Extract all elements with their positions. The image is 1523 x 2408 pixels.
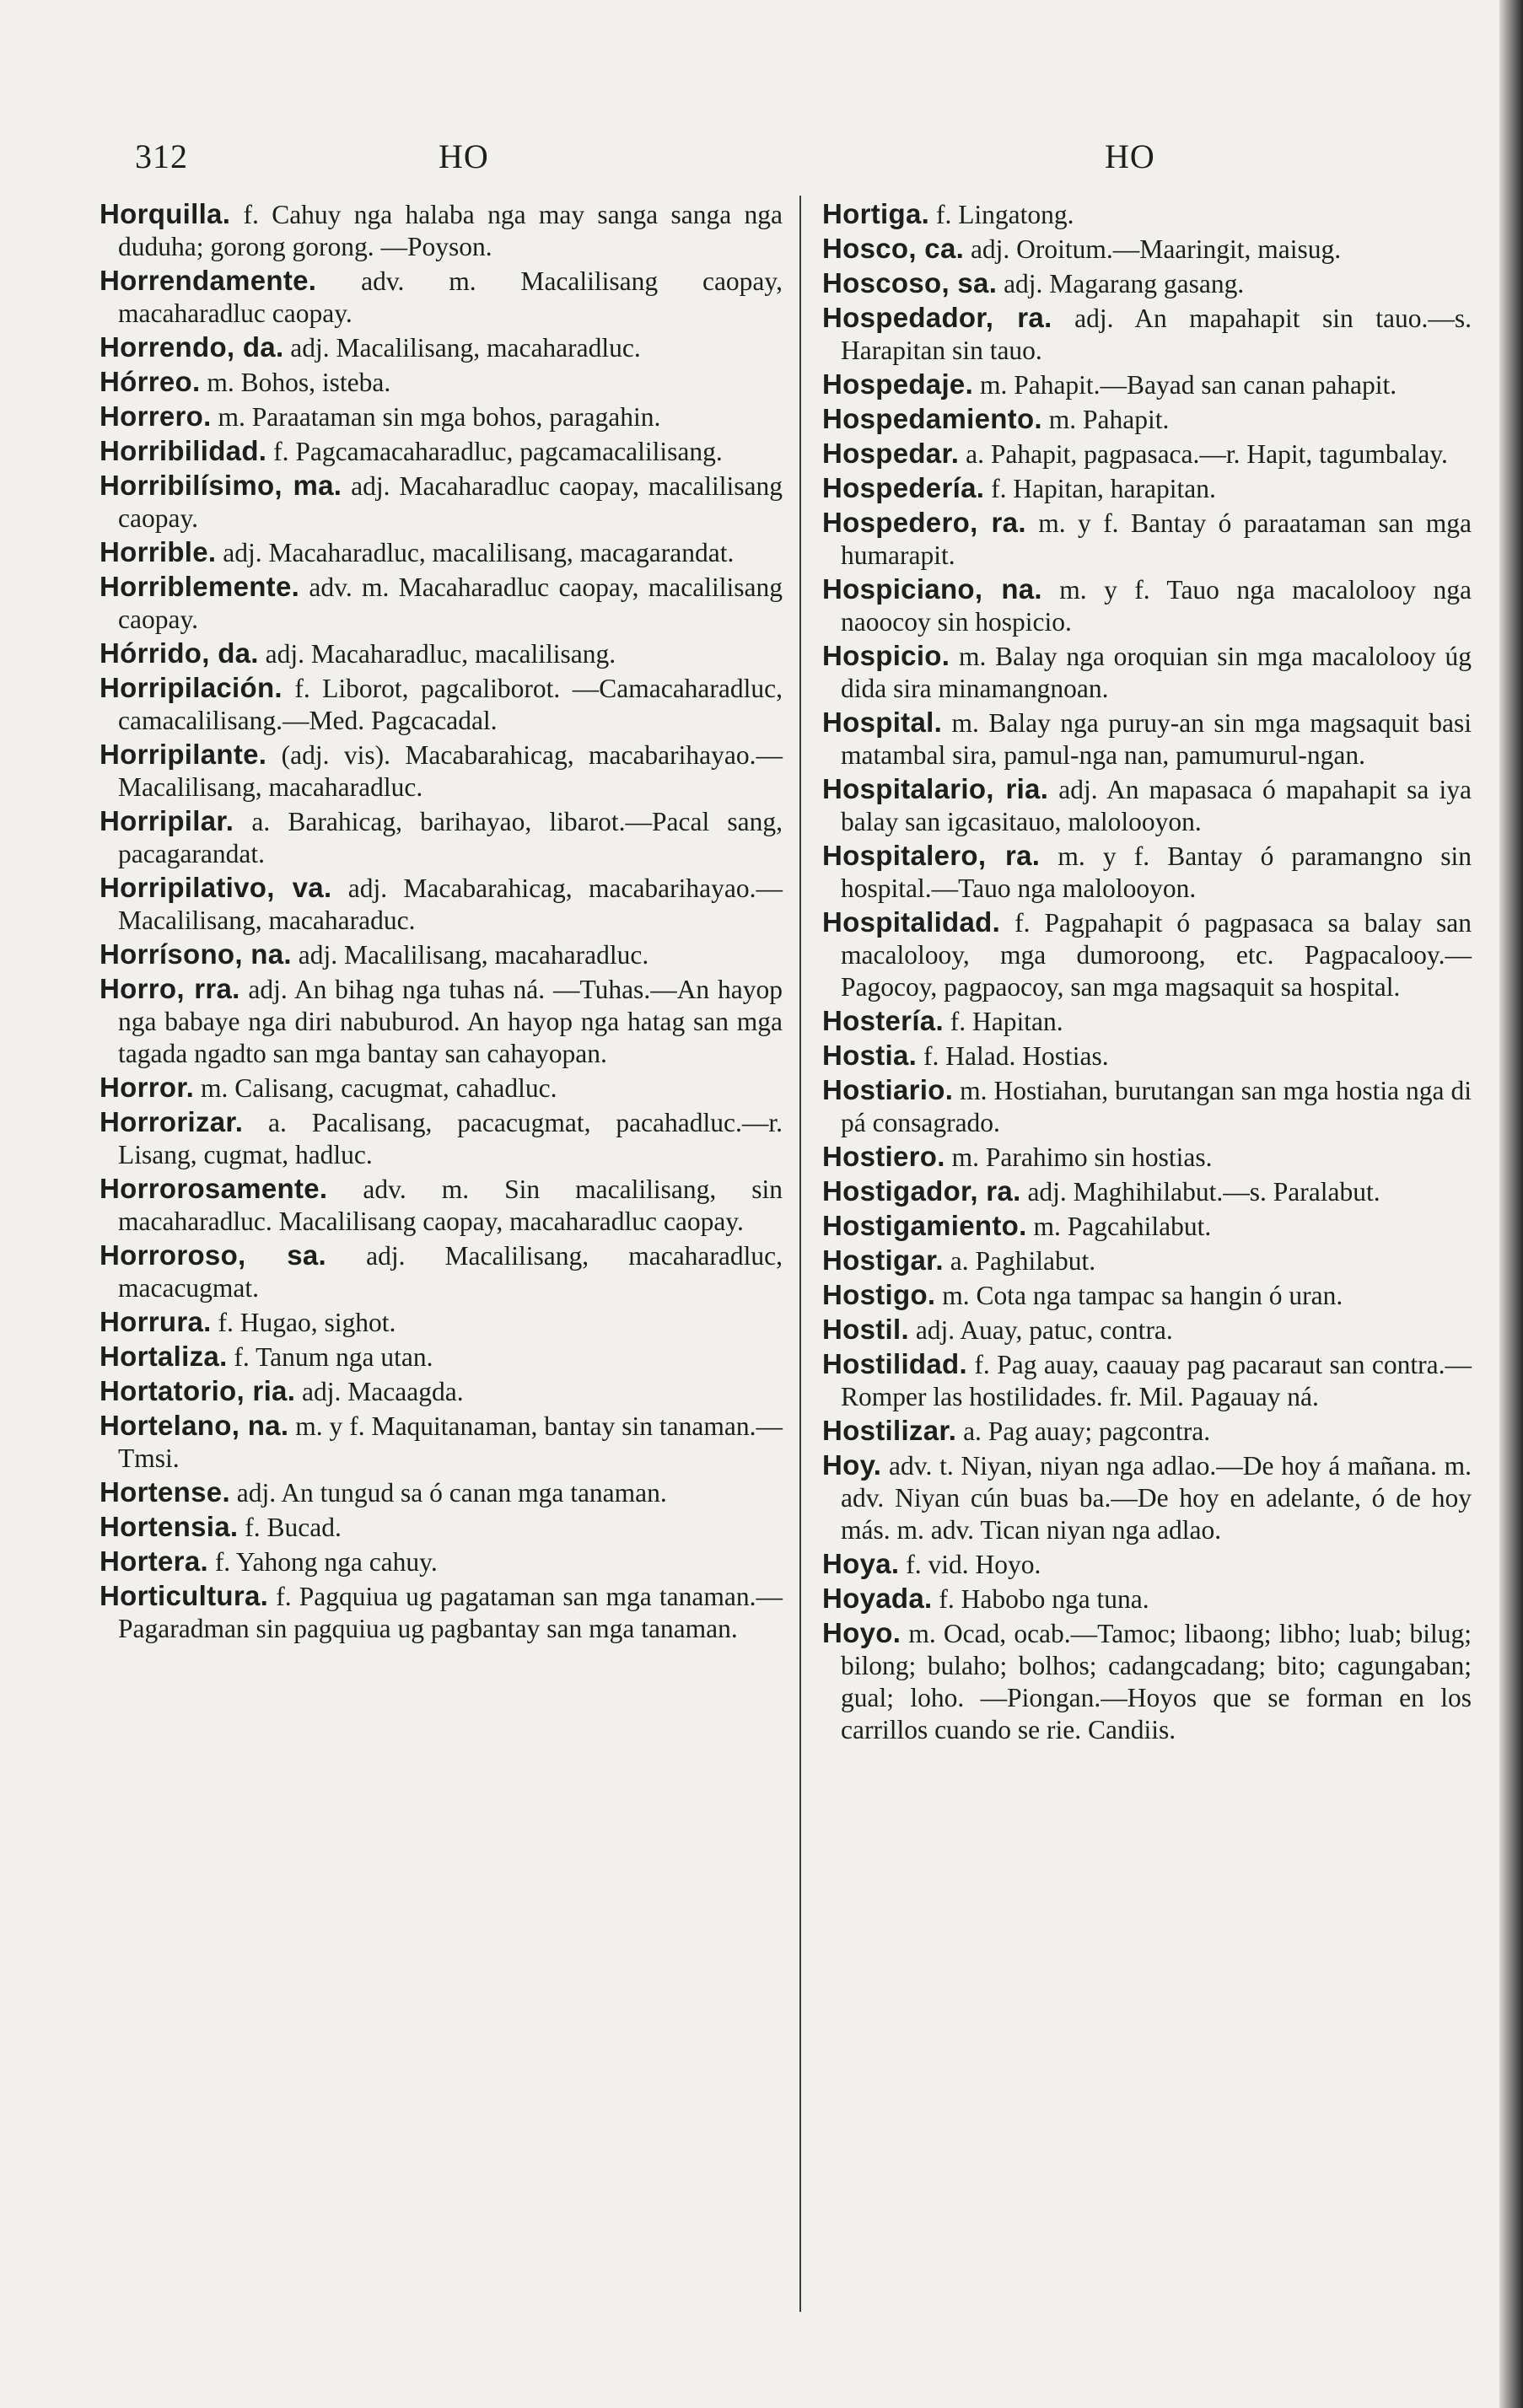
entry-definition: a. Pacalisang, pacacugmat, pacahadluc.—r. Lisang, cugmat, hadluc. <box>118 1108 783 1169</box>
right-running-head: HO <box>1105 137 1155 175</box>
dictionary-entry <box>822 438 1472 470</box>
entry-definition: f. Hugao, sighot. <box>211 1308 396 1337</box>
dictionary-entry <box>100 1239 783 1304</box>
dictionary-entry <box>822 1074 1472 1139</box>
entry-headword: Hospedería. <box>822 472 985 503</box>
dictionary-entry <box>822 573 1472 638</box>
dictionary-entry <box>822 507 1472 572</box>
entry-headword: Hospiciano, na. <box>822 573 1042 605</box>
entry-headword: Hospitalario, ria. <box>822 773 1049 804</box>
entry-headword: Hostil. <box>822 1314 909 1345</box>
entry-headword: Horripilativo, va. <box>100 872 332 903</box>
dictionary-entry <box>822 1279 1472 1312</box>
dictionary-entry <box>100 366 783 399</box>
dictionary-entry <box>100 1341 783 1373</box>
entry-headword: Hospicio. <box>822 640 950 671</box>
entry-definition: f. Tanum nga utan. <box>227 1342 433 1372</box>
entry-definition: m. Paraataman sin mga bohos, paragahin. <box>211 402 661 432</box>
entry-definition: a. Pag auay; pagcontra. <box>956 1416 1211 1446</box>
dictionary-entry <box>100 470 783 535</box>
dictionary-entry <box>100 435 783 468</box>
entry-headword: Hospitalero, ra. <box>822 840 1041 871</box>
entry-definition: a. Pahapit, pagpasaca.—r. Hapit, tagumbalay. <box>959 439 1448 469</box>
entry-definition: adj. An mapasaca ó mapahapit sa iya balay san igcasitauo, malolooyon. <box>841 775 1472 836</box>
page-number: 312 <box>135 137 188 175</box>
entry-headword: Hoyada. <box>822 1583 933 1614</box>
entry-headword: Horripilación. <box>100 672 283 703</box>
dictionary-entry <box>822 1244 1472 1277</box>
entry-headword: Horrura. <box>100 1306 212 1337</box>
dictionary-entry <box>100 1545 783 1578</box>
dictionary-entry <box>822 233 1472 266</box>
entry-headword: Horrendamente. <box>100 265 317 296</box>
dictionary-entry <box>100 1106 783 1171</box>
dictionary-entry <box>100 1072 783 1105</box>
entry-definition: f. Yahong nga cahuy. <box>207 1547 438 1577</box>
entry-definition: adj. An mapahapit sin tauo.—s. Harapitan sin tauo. <box>841 304 1472 365</box>
entry-definition: m. Bohos, isteba. <box>200 368 391 397</box>
dictionary-entry <box>100 1410 783 1475</box>
dictionary-entry <box>100 637 783 670</box>
entry-headword: Hostiero. <box>822 1141 945 1172</box>
dictionary-entry <box>100 672 783 737</box>
dictionary-entry <box>822 1348 1472 1413</box>
entry-definition: adj. Maghihilabut.—s. Paralabut. <box>1020 1177 1380 1207</box>
entry-headword: Hostigar. <box>822 1244 944 1276</box>
entry-headword: Hospital. <box>822 707 943 738</box>
entry-definition: f. Bucad. <box>238 1513 342 1542</box>
entry-definition: f. vid. Hoyo. <box>899 1550 1041 1579</box>
entry-headword: Hoscoso, sa. <box>822 267 998 298</box>
entry-headword: Hostia. <box>822 1040 918 1071</box>
entry-definition: adv. m. Sin macalilisang, sin macaharadluc. Macalilisang caopay, macaharadluc caopay. <box>118 1174 783 1236</box>
left-running-head: HO <box>439 137 489 175</box>
entry-headword: Horro, rra. <box>100 973 240 1004</box>
dictionary-entry <box>100 739 783 804</box>
entry-definition: adj. Macalilisang, macaharadluc, macacugmat. <box>118 1241 783 1303</box>
dictionary-entry <box>100 1580 783 1645</box>
entry-definition: adj. Macalilisang, macaharadluc. <box>291 940 649 970</box>
entry-headword: Hospedar. <box>822 438 960 469</box>
dictionary-entry <box>100 805 783 870</box>
right-column <box>822 198 1472 2357</box>
dictionary-entry <box>822 1548 1472 1581</box>
dictionary-entry <box>822 472 1472 505</box>
dictionary-entry <box>822 1210 1472 1243</box>
dictionary-entry <box>100 973 783 1070</box>
entry-definition: m. Ocad, ocab.—Tamoc; libaong; libho; luab; bilug; bilong; bulaho; bolhos; cadangcadang; bito; cagungaban; gual; loho. —Piongan.—Hoyos que se forman en los carrillos cuando se rie. Candiis. <box>841 1619 1472 1744</box>
dictionary-entry <box>822 906 1472 1003</box>
entry-headword: Hospedador, ra. <box>822 302 1052 333</box>
entry-headword: Hosco, ca. <box>822 233 965 264</box>
entry-headword: Horroroso, sa. <box>100 1239 326 1271</box>
entry-definition: m. Hostiahan, burutangan san mga hostia nga di pá consagrado. <box>841 1076 1472 1137</box>
entry-definition: adj. Macaharadluc, macalilisang, macagarandat. <box>216 538 735 567</box>
entry-headword: Horticultura. <box>100 1580 269 1611</box>
dictionary-entry <box>100 1511 783 1544</box>
dictionary-entry <box>100 198 783 263</box>
entry-definition: adj. Magarang gasang. <box>997 269 1245 298</box>
dictionary-entry <box>100 400 783 433</box>
entry-definition: m. Cota nga tampac sa hangin ó uran. <box>935 1281 1343 1310</box>
entry-headword: Horribilidad. <box>100 435 267 466</box>
dictionary-entry <box>822 1449 1472 1546</box>
entry-definition: m. y f. Bantay ó paramangno sin hospital.—Tauo nga malolooyon. <box>841 841 1472 903</box>
entry-headword: Hortaliza. <box>100 1341 228 1372</box>
column-divider <box>799 196 801 2312</box>
entry-definition: f. Habobo nga tuna. <box>932 1584 1149 1614</box>
entry-headword: Hostilidad. <box>822 1348 967 1379</box>
running-head <box>0 137 1523 179</box>
page-edge <box>1499 0 1523 2408</box>
entry-headword: Horror. <box>100 1072 195 1103</box>
entry-headword: Hórrido, da. <box>100 637 259 669</box>
entry-definition: m. Pagcahilabut. <box>1026 1212 1212 1241</box>
dictionary-entry <box>822 640 1472 705</box>
entry-definition: f. Halad. Hostias. <box>917 1041 1109 1071</box>
dictionary-entry <box>822 403 1472 436</box>
dictionary-entry <box>100 571 783 636</box>
entry-definition: f. Pagpahapit ó pagpasaca sa balay san macalolooy, mga dumoroong, etc. Pagpacalooy.—Pagocoy, pagpaocoy, san mga magsaquit sa hospital. <box>841 908 1472 1002</box>
entry-definition: adj. Macaagda. <box>295 1377 464 1406</box>
entry-headword: Hostiario. <box>822 1074 954 1105</box>
dictionary-entry <box>100 1173 783 1238</box>
dictionary-entry <box>822 1005 1472 1038</box>
entry-headword: Hórreo. <box>100 366 201 397</box>
entry-definition: f. Liborot, pagcaliborot. —Camacaharadluc, camacalilisang.—Med. Pagcacadal. <box>118 674 783 735</box>
dictionary-entry <box>100 1375 783 1408</box>
entry-definition: f. Pagcamacaharadluc, pagcamacalilisang. <box>266 437 723 466</box>
entry-headword: Horrero. <box>100 400 212 432</box>
dictionary-entry <box>100 265 783 330</box>
dictionary-entry <box>100 1306 783 1339</box>
entry-headword: Hortensia. <box>100 1511 239 1542</box>
entry-definition: adj. An bihag nga tuhas ná. —Tuhas.—An hayop nga babaye nga diri nabuburod. An hayop nga hatag san mga tagada ngadto san mga bantay san cahayopan. <box>118 975 783 1068</box>
entry-headword: Hostería. <box>822 1005 944 1036</box>
entry-headword: Hoy. <box>822 1449 882 1481</box>
entry-definition: m. Calisang, cacugmat, cahadluc. <box>194 1073 557 1103</box>
dictionary-entry <box>100 938 783 971</box>
entry-headword: Horribilísimo, ma. <box>100 470 342 501</box>
entry-headword: Hortera. <box>100 1545 208 1577</box>
entry-headword: Hortatorio, ria. <box>100 1375 296 1406</box>
entry-headword: Horrendo, da. <box>100 331 284 363</box>
dictionary-entry <box>822 1040 1472 1072</box>
entry-definition: adv. m. Macaharadluc caopay, macalilisang caopay. <box>118 572 783 634</box>
entry-definition: adj. An tungud sa ó canan mga tanaman. <box>229 1478 667 1508</box>
entry-headword: Hostigamiento. <box>822 1210 1027 1241</box>
entry-definition: m. y f. Bantay ó paraataman san mga humarapit. <box>841 508 1472 570</box>
entry-definition: m. y f. Tauo nga macalolooy nga naoocoy sin hospicio. <box>841 575 1472 637</box>
entry-definition: adv. m. Macalilisang caopay, macaharadluc caopay. <box>118 266 783 328</box>
dictionary-entry <box>822 1415 1472 1448</box>
entry-headword: Hortelano, na. <box>100 1410 289 1441</box>
entry-headword: Hoya. <box>822 1548 900 1579</box>
entry-headword: Hospitalidad. <box>822 906 1001 938</box>
entry-definition: a. Paghilabut. <box>943 1246 1096 1276</box>
dictionary-entry <box>822 198 1472 231</box>
entry-headword: Horripilante. <box>100 739 267 770</box>
entry-headword: Horrorosamente. <box>100 1173 328 1204</box>
entry-headword: Horriblemente. <box>100 571 300 602</box>
entry-headword: Hospedamiento. <box>822 403 1042 434</box>
dictionary-entry <box>822 267 1472 300</box>
entry-definition: f. Pagquiua ug pagataman san mga tanaman.—Pagaradman sin pagquiua ug pagbantay san mga tanaman. <box>118 1582 783 1643</box>
entry-headword: Hoyo. <box>822 1617 901 1648</box>
dictionary-entry <box>822 1175 1472 1208</box>
entry-headword: Horrísono, na. <box>100 938 292 970</box>
dictionary-entry <box>822 1314 1472 1346</box>
dictionary-entry <box>100 872 783 937</box>
entry-definition: (adj. vis). Macabarahicag, macabarihayao.—Macalilisang, macaharadluc. <box>118 740 783 802</box>
entry-definition: adj. Macabarahicag, macabarihayao.—Macalilisang, macaharaduc. <box>118 873 783 935</box>
entry-definition: adv. t. Niyan, niyan nga adlao.—De hoy á mañana. m. adv. Niyan cún buas ba.—De hoy en adelante, ó de hoy más. m. adv. Tican niyan nga adlao. <box>841 1451 1472 1545</box>
dictionary-entry <box>822 1617 1472 1746</box>
dictionary-entry <box>822 707 1472 771</box>
entry-definition: a. Barahicag, barihayao, libarot.—Pacal sang, pacagarandat. <box>118 807 783 868</box>
entry-definition: m. Balay nga oroquian sin mga macalolooy úg dida sira minamangnoan. <box>841 642 1472 703</box>
entry-headword: Hostigo. <box>822 1279 936 1310</box>
entry-headword: Horquilla. <box>100 198 231 229</box>
entry-definition: m. Pahapit. <box>1041 405 1170 434</box>
entry-headword: Horrorizar. <box>100 1106 244 1137</box>
entry-definition: f. Pag auay, caauay pag pacaraut san contra.—Romper las hostilidades. fr. Mil. Pagauay ná. <box>841 1350 1472 1411</box>
dictionary-entry <box>822 840 1472 905</box>
entry-definition: adj. Macalilisang, macaharadluc. <box>283 333 641 363</box>
entry-headword: Hostilizar. <box>822 1415 957 1446</box>
entry-headword: Hortense. <box>100 1476 230 1508</box>
entry-headword: Horrible. <box>100 536 217 567</box>
dictionary-entry <box>822 1583 1472 1615</box>
entry-headword: Hospedero, ra. <box>822 507 1026 538</box>
entry-definition: adj. Auay, patuc, contra. <box>908 1315 1173 1345</box>
dictionary-entry <box>100 1476 783 1509</box>
entry-definition: adj. Macaharadluc, macalilisang. <box>258 639 616 669</box>
dictionary-entry <box>822 773 1472 838</box>
dictionary-entry <box>822 302 1472 367</box>
entry-definition: adj. Macaharadluc caopay, macalilisang caopay. <box>118 471 783 533</box>
entry-definition: m. Parahimo sin hostias. <box>944 1142 1213 1172</box>
dictionary-entry <box>100 331 783 364</box>
entry-definition: m. Balay nga puruy-an sin mga magsaquit basi matambal sira, pamul-nga nan, pamumurul-ngan. <box>841 708 1472 770</box>
entry-headword: Hortiga. <box>822 198 930 229</box>
entry-definition: m. Pahapit.—Bayad san canan pahapit. <box>973 370 1397 400</box>
entry-headword: Hostigador, ra. <box>822 1175 1021 1207</box>
dictionary-entry <box>100 536 783 569</box>
entry-definition: adj. Oroitum.—Maaringit, maisug. <box>964 234 1342 264</box>
entry-headword: Hospedaje. <box>822 368 974 400</box>
entry-definition: m. y f. Maquitanaman, bantay sin tanaman.—Tmsi. <box>118 1411 783 1473</box>
dictionary-entry <box>822 368 1472 401</box>
entry-definition: f. Lingatong. <box>929 200 1074 229</box>
left-column <box>100 198 783 2357</box>
entry-headword: Horripilar. <box>100 805 234 836</box>
dictionary-entry <box>822 1141 1472 1174</box>
entry-definition: f. Hapitan, harapitan. <box>984 474 1216 503</box>
entry-definition: f. Cahuy nga halaba nga may sanga sanga nga duduha; gorong gorong. —Poyson. <box>118 200 783 261</box>
entry-definition: f. Hapitan. <box>943 1007 1063 1036</box>
